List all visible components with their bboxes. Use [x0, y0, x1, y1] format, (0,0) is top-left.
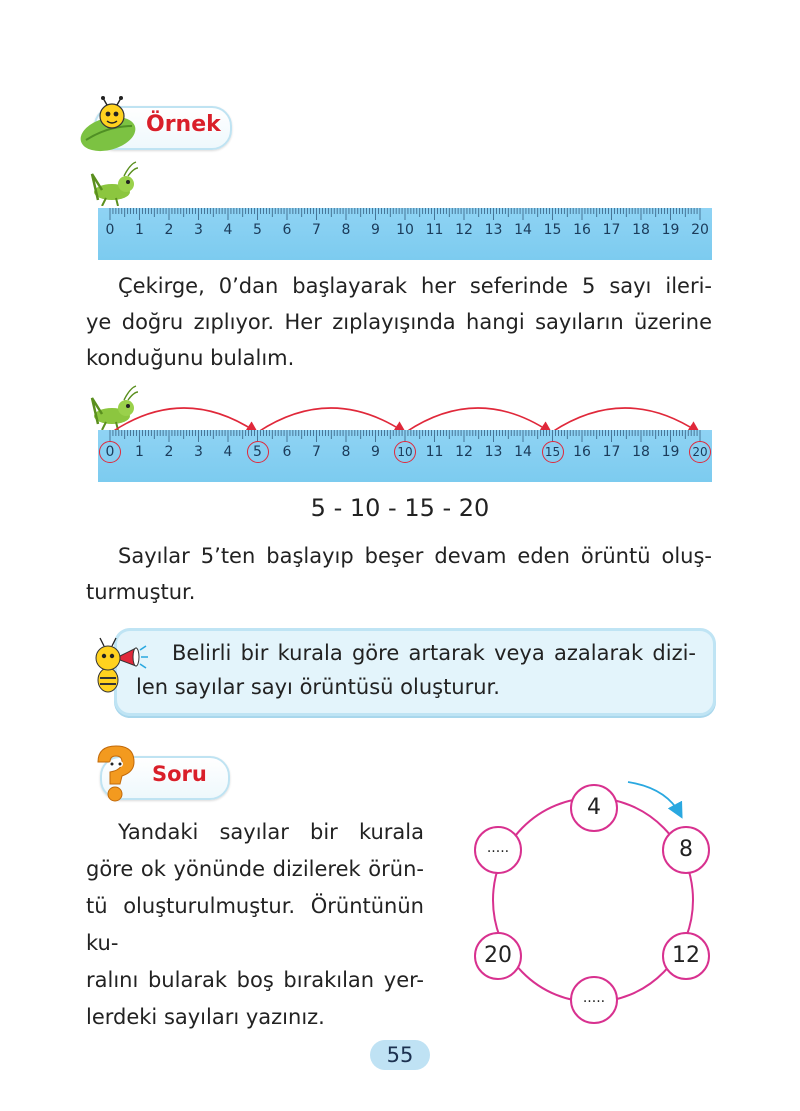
cycle-node-lower-left: 20 [474, 932, 522, 980]
ruler-number: 1 [135, 222, 144, 238]
ruler-number: 10 [394, 441, 416, 463]
ruler-number: 0 [99, 441, 121, 463]
ruler-number: 15 [543, 222, 562, 238]
ruler-number: 9 [371, 222, 380, 238]
ruler-number: 12 [455, 222, 473, 238]
cycle-node-upper-left-blank[interactable]: ..... [474, 826, 522, 874]
ruler-number: 3 [194, 444, 203, 460]
question-line: ralını bularak boş bırakılan yer- [86, 968, 424, 992]
ruler-number: 7 [312, 444, 321, 460]
ruler-number: 6 [282, 444, 292, 460]
ruler-number: 4 [223, 444, 233, 460]
ruler-number: 20 [689, 441, 711, 463]
example-header-label: Örnek [146, 112, 221, 137]
ruler-number: 2 [164, 222, 174, 238]
ruler-number: 19 [661, 222, 680, 238]
ruler-number: 2 [164, 444, 174, 460]
ruler-number: 1 [135, 444, 144, 460]
conclusion-line: Sayılar 5’ten başlayıp beşer devam eden örüntü oluş- [118, 544, 712, 568]
ruler-number: 3 [194, 222, 203, 238]
jump-arc [112, 408, 256, 432]
ruler-number: 14 [514, 222, 532, 238]
ruler-number: 5 [247, 441, 269, 463]
bee-mascot-icon [78, 96, 138, 154]
intro-line: Çekirge, 0’dan başlayarak her seferinde 5 sayı ileri- [118, 274, 712, 298]
ruler-ticks [98, 208, 712, 222]
cycle-node-lower-right: 12 [662, 932, 710, 980]
ruler-number: 18 [632, 222, 650, 238]
ruler-number: 12 [455, 444, 473, 460]
ruler-number: 4 [223, 222, 233, 238]
jump-arc [552, 408, 698, 432]
question-paragraph [86, 814, 424, 1036]
jump-arc [406, 408, 550, 432]
ruler-number: 0 [105, 222, 115, 238]
question-line: göre ok yönünde dizilerek örün- [86, 857, 424, 881]
ruler-number: 11 [425, 222, 444, 238]
question-mark-mascot-icon [86, 744, 142, 802]
ruler-number: 13 [484, 222, 503, 238]
question-line: lerdeki sayıları yazınız. [86, 1005, 325, 1029]
ruler-number: 11 [425, 444, 444, 460]
rule-text [136, 636, 696, 704]
question-header-label: Soru [152, 762, 207, 786]
ruler-number: 16 [573, 222, 591, 238]
cycle-node-top: 4 [570, 784, 618, 832]
ruler-number: 8 [341, 222, 351, 238]
ruler-number: 10 [396, 222, 414, 238]
number-ruler-circled [98, 430, 712, 482]
page-number: 55 [370, 1040, 430, 1070]
ruler-number: 16 [573, 444, 591, 460]
ruler-number: 15 [542, 441, 564, 463]
ruler-number: 13 [484, 444, 503, 460]
ruler-number: 17 [602, 222, 621, 238]
grasshopper-icon [88, 160, 138, 206]
ruler-number: 14 [514, 444, 532, 460]
ruler-number: 5 [253, 222, 262, 238]
ruler-number: 18 [632, 444, 650, 460]
intro-line: konduğunu bulalım. [86, 346, 295, 370]
intro-line: ye doğru zıplıyor. Her zıplayışında hangi sayıların üzerine [86, 310, 712, 334]
ruler-number: 19 [661, 444, 680, 460]
conclusion-paragraph [86, 538, 712, 610]
jump-arc [258, 408, 404, 432]
direction-arrow [628, 782, 680, 814]
cycle-node-bottom-blank[interactable]: ..... [570, 976, 618, 1024]
ruler-number: 9 [371, 444, 380, 460]
number-sequence: 5 - 10 - 15 - 20 [310, 494, 490, 522]
ruler-number: 7 [312, 222, 321, 238]
ruler-number: 8 [341, 444, 351, 460]
rule-line: Belirli bir kurala göre artarak veya azalarak dizi- [172, 641, 696, 665]
intro-paragraph [86, 268, 712, 376]
rule-line: len sayılar sayı örüntüsü oluşturur. [136, 675, 500, 699]
number-ruler [98, 208, 712, 260]
ruler-number: 17 [602, 444, 621, 460]
ruler-number: 20 [691, 222, 709, 238]
cycle-node-upper-right: 8 [662, 826, 710, 874]
ruler-number: 6 [282, 222, 292, 238]
question-line: Yandaki sayılar bir kurala [118, 820, 424, 844]
question-line: tü oluşturulmuştur. Örüntünün ku- [86, 894, 424, 955]
conclusion-line: turmuştur. [86, 580, 196, 604]
